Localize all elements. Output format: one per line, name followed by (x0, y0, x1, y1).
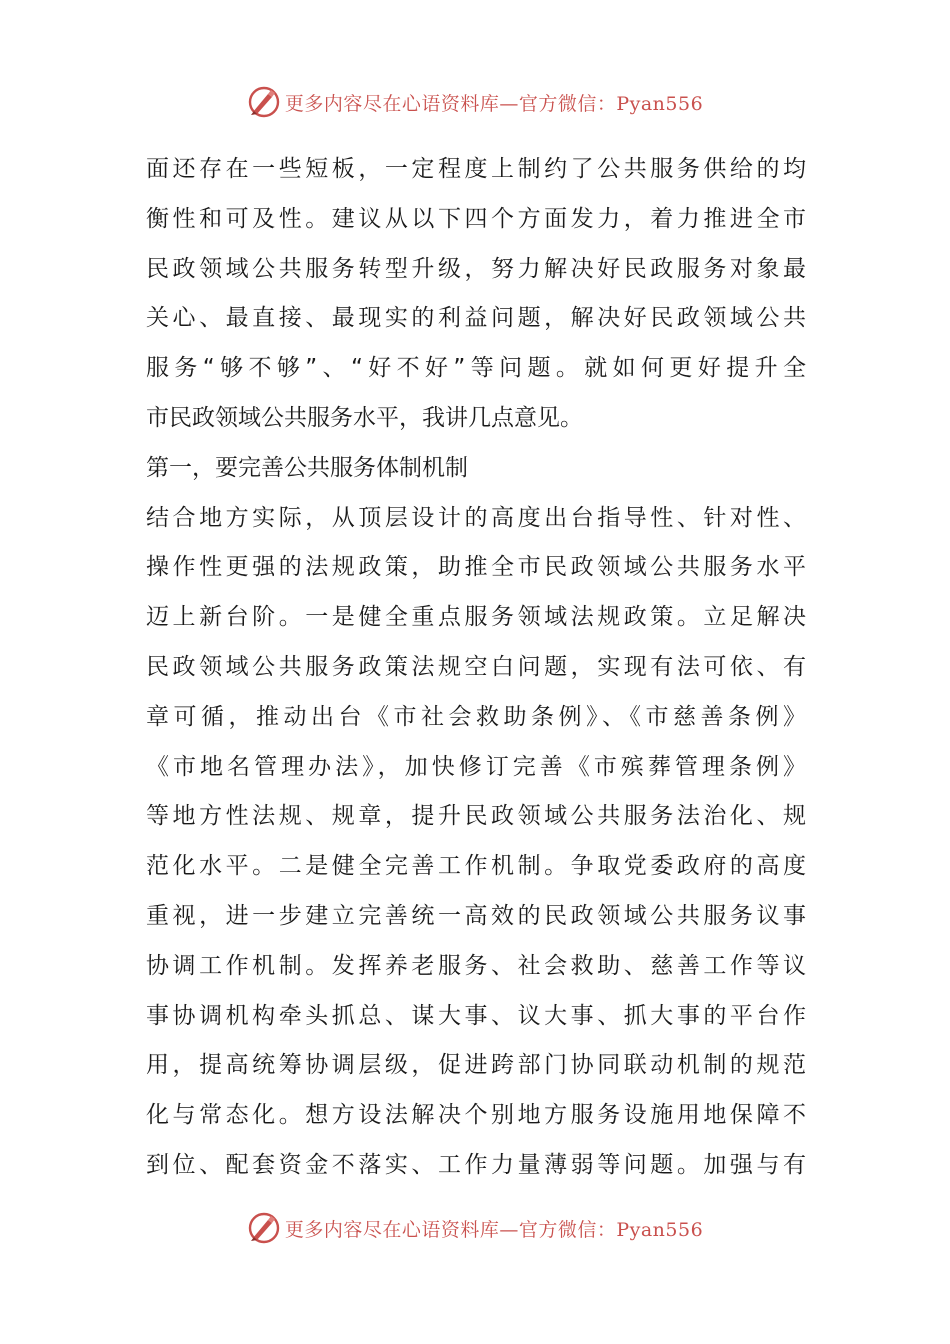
body-text-line: 结合地方实际，从顶层设计的高度出台指导性、针对性、 (146, 504, 806, 531)
watermark-text: 更多内容尽在心语资料库—官方微信：Pyan556 (284, 92, 704, 115)
body-text-line: 《市地名管理办法》，加快修订完善《市殡葬管理条例》 (146, 753, 806, 780)
watermark-text: 更多内容尽在心语资料库—官方微信：Pyan556 (284, 1218, 704, 1241)
body-text-line: 市民政领域公共服务水平，我讲几点意见。 (146, 404, 583, 431)
body-text-line: 面还存在一些短板，一定程度上制约了公共服务供给的均 (146, 156, 806, 182)
body-text-line: 民政领域公共服务政策法规空白问题，实现有法可依、有 (146, 653, 806, 680)
body-text-line: 操作性更强的法规政策，助推全市民政领域公共服务水平 (146, 554, 806, 581)
body-text-line: 衡性和可及性。建议从以下四个方面发力，着力推进全市 (146, 205, 806, 232)
body-text-line: 用，提高统筹协调层级，促进跨部门协同联动机制的规范 (146, 1052, 806, 1079)
document-body (146, 145, 806, 1191)
body-text-line: 服务“够不够”、“好不好”等问题。就如何更好提升全 (146, 355, 806, 382)
body-text-line: 范化水平。二是健全完善工作机制。争取党委政府的高度 (146, 853, 806, 880)
body-text-line: 章可循，推动出台《市社会救助条例》、《市慈善条例》 (146, 703, 806, 730)
pen-logo-icon (247, 85, 281, 119)
body-text-line: 民政领域公共服务转型升级，努力解决好民政服务对象最 (146, 255, 806, 282)
header-watermark-banner (0, 82, 950, 122)
body-text-line: 关心、最直接、最现实的利益问题，解决好民政领域公共 (146, 305, 806, 332)
pen-logo-icon (247, 1211, 281, 1245)
body-text-line: 事协调机构牵头抓总、谋大事、议大事、抓大事的平台作 (146, 1002, 806, 1029)
body-text-line: 迈上新台阶。一是健全重点服务领域法规政策。立足解决 (146, 604, 806, 631)
body-text-line: 化与常态化。想方设法解决个别地方服务设施用地保障不 (146, 1102, 806, 1129)
section-heading: 第一，要完善公共服务体制机制 (146, 454, 468, 481)
body-text-line: 等地方性法规、规章，提升民政领域公共服务法治化、规 (146, 803, 806, 830)
footer-watermark-banner (0, 1208, 950, 1248)
body-text-line: 重视，进一步建立完善统一高效的民政领域公共服务议事 (146, 902, 806, 929)
body-text-line: 到位、配套资金不落实、工作力量薄弱等问题。加强与有 (146, 1151, 806, 1178)
body-text-line: 协调工作机制。发挥养老服务、社会救助、慈善工作等议 (146, 952, 806, 979)
